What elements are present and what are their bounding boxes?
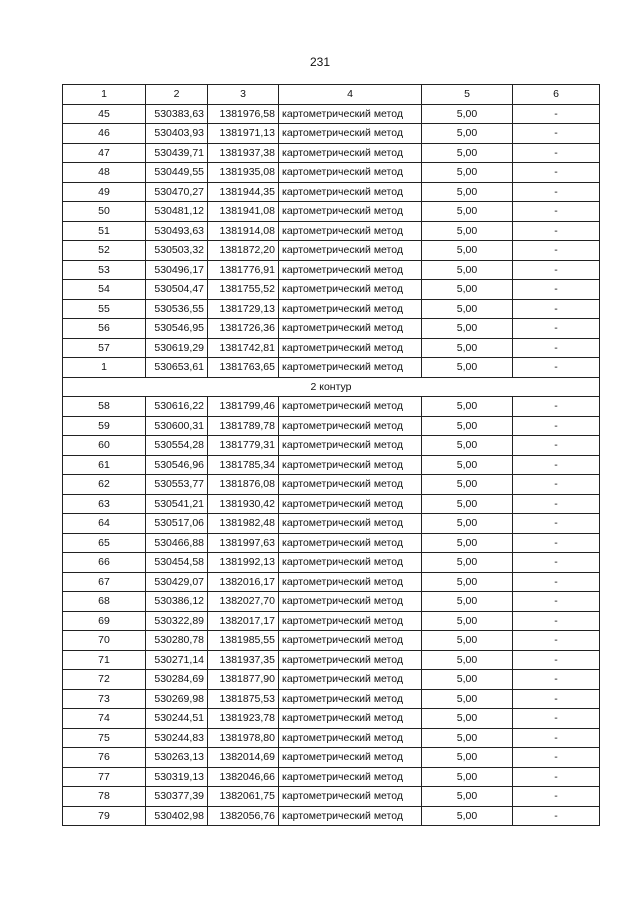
x-coordinate-cell: 530504,47 bbox=[146, 280, 208, 300]
accuracy-cell: 5,00 bbox=[422, 299, 513, 319]
table-row bbox=[63, 650, 600, 670]
method-cell: картометрический метод bbox=[279, 611, 422, 631]
method-cell: картометрический метод bbox=[279, 475, 422, 495]
description-cell: - bbox=[513, 124, 600, 144]
point-number-cell: 77 bbox=[63, 767, 146, 787]
point-number-cell: 59 bbox=[63, 416, 146, 436]
accuracy-cell: 5,00 bbox=[422, 221, 513, 241]
method-cell: картометрический метод bbox=[279, 748, 422, 768]
y-coordinate-cell: 1381877,90 bbox=[208, 670, 279, 690]
table-row bbox=[63, 143, 600, 163]
description-cell: - bbox=[513, 202, 600, 222]
point-number-cell: 69 bbox=[63, 611, 146, 631]
method-cell: картометрический метод bbox=[279, 709, 422, 729]
y-coordinate-cell: 1381985,55 bbox=[208, 631, 279, 651]
y-coordinate-cell: 1381982,48 bbox=[208, 514, 279, 534]
x-coordinate-cell: 530541,21 bbox=[146, 494, 208, 514]
description-cell: - bbox=[513, 397, 600, 417]
table-row bbox=[63, 631, 600, 651]
accuracy-cell: 5,00 bbox=[422, 806, 513, 826]
x-coordinate-cell: 530244,83 bbox=[146, 728, 208, 748]
y-coordinate-cell: 1381763,65 bbox=[208, 358, 279, 378]
description-cell: - bbox=[513, 533, 600, 553]
accuracy-cell: 5,00 bbox=[422, 436, 513, 456]
y-coordinate-cell: 1381937,38 bbox=[208, 143, 279, 163]
table-row bbox=[63, 358, 600, 378]
table-row bbox=[63, 553, 600, 573]
table-row bbox=[63, 163, 600, 183]
method-cell: картометрический метод bbox=[279, 397, 422, 417]
method-cell: картометрический метод bbox=[279, 689, 422, 709]
method-cell: картометрический метод bbox=[279, 104, 422, 124]
description-cell: - bbox=[513, 806, 600, 826]
table-row bbox=[63, 748, 600, 768]
point-number-cell: 74 bbox=[63, 709, 146, 729]
x-coordinate-cell: 530402,98 bbox=[146, 806, 208, 826]
description-cell: - bbox=[513, 182, 600, 202]
method-cell: картометрический метод bbox=[279, 553, 422, 573]
x-coordinate-cell: 530454,58 bbox=[146, 553, 208, 573]
description-cell: - bbox=[513, 494, 600, 514]
table-row bbox=[63, 572, 600, 592]
method-cell: картометрический метод bbox=[279, 670, 422, 690]
y-coordinate-cell: 1381779,31 bbox=[208, 436, 279, 456]
accuracy-cell: 5,00 bbox=[422, 143, 513, 163]
y-coordinate-cell: 1381729,13 bbox=[208, 299, 279, 319]
accuracy-cell: 5,00 bbox=[422, 280, 513, 300]
method-cell: картометрический метод bbox=[279, 182, 422, 202]
method-cell: картометрический метод bbox=[279, 806, 422, 826]
method-cell: картометрический метод bbox=[279, 494, 422, 514]
y-coordinate-cell: 1381799,46 bbox=[208, 397, 279, 417]
table-row bbox=[63, 767, 600, 787]
method-cell: картометрический метод bbox=[279, 124, 422, 144]
y-coordinate-cell: 1382056,76 bbox=[208, 806, 279, 826]
point-number-cell: 55 bbox=[63, 299, 146, 319]
table-row bbox=[63, 124, 600, 144]
description-cell: - bbox=[513, 631, 600, 651]
x-coordinate-cell: 530493,63 bbox=[146, 221, 208, 241]
point-number-cell: 48 bbox=[63, 163, 146, 183]
point-number-cell: 65 bbox=[63, 533, 146, 553]
y-coordinate-cell: 1381941,08 bbox=[208, 202, 279, 222]
accuracy-cell: 5,00 bbox=[422, 319, 513, 339]
description-cell: - bbox=[513, 592, 600, 612]
accuracy-cell: 5,00 bbox=[422, 163, 513, 183]
y-coordinate-cell: 1381923,78 bbox=[208, 709, 279, 729]
y-coordinate-cell: 1381944,35 bbox=[208, 182, 279, 202]
description-cell: - bbox=[513, 611, 600, 631]
y-coordinate-cell: 1381742,81 bbox=[208, 338, 279, 358]
accuracy-cell: 5,00 bbox=[422, 572, 513, 592]
coordinates-table bbox=[62, 84, 600, 826]
accuracy-cell: 5,00 bbox=[422, 728, 513, 748]
method-cell: картометрический метод bbox=[279, 650, 422, 670]
method-cell: картометрический метод bbox=[279, 767, 422, 787]
y-coordinate-cell: 1381930,42 bbox=[208, 494, 279, 514]
point-number-cell: 79 bbox=[63, 806, 146, 826]
x-coordinate-cell: 530403,93 bbox=[146, 124, 208, 144]
point-number-cell: 75 bbox=[63, 728, 146, 748]
column-header: 2 bbox=[146, 85, 208, 105]
description-cell: - bbox=[513, 280, 600, 300]
table-row bbox=[63, 319, 600, 339]
description-cell: - bbox=[513, 455, 600, 475]
point-number-cell: 45 bbox=[63, 104, 146, 124]
table-row bbox=[63, 202, 600, 222]
point-number-cell: 52 bbox=[63, 241, 146, 261]
point-number-cell: 57 bbox=[63, 338, 146, 358]
description-cell: - bbox=[513, 358, 600, 378]
table-row bbox=[63, 787, 600, 807]
table-row bbox=[63, 280, 600, 300]
point-number-cell: 61 bbox=[63, 455, 146, 475]
point-number-cell: 66 bbox=[63, 553, 146, 573]
x-coordinate-cell: 530439,71 bbox=[146, 143, 208, 163]
accuracy-cell: 5,00 bbox=[422, 553, 513, 573]
table-row bbox=[63, 709, 600, 729]
description-cell: - bbox=[513, 143, 600, 163]
description-cell: - bbox=[513, 670, 600, 690]
x-coordinate-cell: 530280,78 bbox=[146, 631, 208, 651]
table-row bbox=[63, 299, 600, 319]
section-row bbox=[63, 377, 600, 397]
point-number-cell: 60 bbox=[63, 436, 146, 456]
accuracy-cell: 5,00 bbox=[422, 104, 513, 124]
table-row bbox=[63, 455, 600, 475]
table-row bbox=[63, 436, 600, 456]
point-number-cell: 62 bbox=[63, 475, 146, 495]
table-row bbox=[63, 494, 600, 514]
accuracy-cell: 5,00 bbox=[422, 767, 513, 787]
y-coordinate-cell: 1381875,53 bbox=[208, 689, 279, 709]
y-coordinate-cell: 1382014,69 bbox=[208, 748, 279, 768]
point-number-cell: 71 bbox=[63, 650, 146, 670]
method-cell: картометрический метод bbox=[279, 143, 422, 163]
method-cell: картометрический метод bbox=[279, 260, 422, 280]
description-cell: - bbox=[513, 572, 600, 592]
point-number-cell: 46 bbox=[63, 124, 146, 144]
point-number-cell: 67 bbox=[63, 572, 146, 592]
x-coordinate-cell: 530319,13 bbox=[146, 767, 208, 787]
method-cell: картометрический метод bbox=[279, 787, 422, 807]
x-coordinate-cell: 530466,88 bbox=[146, 533, 208, 553]
method-cell: картометрический метод bbox=[279, 319, 422, 339]
y-coordinate-cell: 1382046,66 bbox=[208, 767, 279, 787]
y-coordinate-cell: 1381776,91 bbox=[208, 260, 279, 280]
point-number-cell: 63 bbox=[63, 494, 146, 514]
y-coordinate-cell: 1381755,52 bbox=[208, 280, 279, 300]
y-coordinate-cell: 1381872,20 bbox=[208, 241, 279, 261]
x-coordinate-cell: 530496,17 bbox=[146, 260, 208, 280]
table-row bbox=[63, 806, 600, 826]
method-cell: картометрический метод bbox=[279, 455, 422, 475]
y-coordinate-cell: 1381789,78 bbox=[208, 416, 279, 436]
column-header: 1 bbox=[63, 85, 146, 105]
section-label: 2 контур bbox=[63, 377, 600, 397]
description-cell: - bbox=[513, 748, 600, 768]
description-cell: - bbox=[513, 475, 600, 495]
accuracy-cell: 5,00 bbox=[422, 475, 513, 495]
accuracy-cell: 5,00 bbox=[422, 358, 513, 378]
table-row bbox=[63, 689, 600, 709]
accuracy-cell: 5,00 bbox=[422, 241, 513, 261]
method-cell: картометрический метод bbox=[279, 358, 422, 378]
x-coordinate-cell: 530322,89 bbox=[146, 611, 208, 631]
method-cell: картометрический метод bbox=[279, 533, 422, 553]
table-body bbox=[63, 85, 600, 826]
accuracy-cell: 5,00 bbox=[422, 611, 513, 631]
y-coordinate-cell: 1381726,36 bbox=[208, 319, 279, 339]
accuracy-cell: 5,00 bbox=[422, 592, 513, 612]
y-coordinate-cell: 1381978,80 bbox=[208, 728, 279, 748]
description-cell: - bbox=[513, 553, 600, 573]
table-row bbox=[63, 416, 600, 436]
point-number-cell: 50 bbox=[63, 202, 146, 222]
x-coordinate-cell: 530536,55 bbox=[146, 299, 208, 319]
accuracy-cell: 5,00 bbox=[422, 650, 513, 670]
description-cell: - bbox=[513, 260, 600, 280]
x-coordinate-cell: 530271,14 bbox=[146, 650, 208, 670]
column-header: 5 bbox=[422, 85, 513, 105]
table-row bbox=[63, 592, 600, 612]
table-row bbox=[63, 514, 600, 534]
point-number-cell: 54 bbox=[63, 280, 146, 300]
x-coordinate-cell: 530269,98 bbox=[146, 689, 208, 709]
accuracy-cell: 5,00 bbox=[422, 689, 513, 709]
y-coordinate-cell: 1382061,75 bbox=[208, 787, 279, 807]
method-cell: картометрический метод bbox=[279, 241, 422, 261]
column-header: 3 bbox=[208, 85, 279, 105]
accuracy-cell: 5,00 bbox=[422, 494, 513, 514]
y-coordinate-cell: 1382017,17 bbox=[208, 611, 279, 631]
accuracy-cell: 5,00 bbox=[422, 533, 513, 553]
y-coordinate-cell: 1382016,17 bbox=[208, 572, 279, 592]
x-coordinate-cell: 530554,28 bbox=[146, 436, 208, 456]
point-number-cell: 72 bbox=[63, 670, 146, 690]
x-coordinate-cell: 530600,31 bbox=[146, 416, 208, 436]
point-number-cell: 58 bbox=[63, 397, 146, 417]
accuracy-cell: 5,00 bbox=[422, 670, 513, 690]
table-row bbox=[63, 241, 600, 261]
column-header: 4 bbox=[279, 85, 422, 105]
description-cell: - bbox=[513, 163, 600, 183]
x-coordinate-cell: 530619,29 bbox=[146, 338, 208, 358]
accuracy-cell: 5,00 bbox=[422, 787, 513, 807]
table-row bbox=[63, 670, 600, 690]
method-cell: картометрический метод bbox=[279, 338, 422, 358]
y-coordinate-cell: 1381785,34 bbox=[208, 455, 279, 475]
point-number-cell: 76 bbox=[63, 748, 146, 768]
point-number-cell: 49 bbox=[63, 182, 146, 202]
method-cell: картометрический метод bbox=[279, 436, 422, 456]
x-coordinate-cell: 530503,32 bbox=[146, 241, 208, 261]
table-row bbox=[63, 104, 600, 124]
description-cell: - bbox=[513, 299, 600, 319]
table-row bbox=[63, 397, 600, 417]
method-cell: картометрический метод bbox=[279, 299, 422, 319]
x-coordinate-cell: 530244,51 bbox=[146, 709, 208, 729]
accuracy-cell: 5,00 bbox=[422, 260, 513, 280]
description-cell: - bbox=[513, 319, 600, 339]
description-cell: - bbox=[513, 338, 600, 358]
description-cell: - bbox=[513, 787, 600, 807]
point-number-cell: 70 bbox=[63, 631, 146, 651]
y-coordinate-cell: 1381971,13 bbox=[208, 124, 279, 144]
table-row bbox=[63, 260, 600, 280]
x-coordinate-cell: 530481,12 bbox=[146, 202, 208, 222]
method-cell: картометрический метод bbox=[279, 572, 422, 592]
point-number-cell: 51 bbox=[63, 221, 146, 241]
accuracy-cell: 5,00 bbox=[422, 631, 513, 651]
accuracy-cell: 5,00 bbox=[422, 514, 513, 534]
point-number-cell: 73 bbox=[63, 689, 146, 709]
method-cell: картометрический метод bbox=[279, 280, 422, 300]
description-cell: - bbox=[513, 650, 600, 670]
accuracy-cell: 5,00 bbox=[422, 124, 513, 144]
x-coordinate-cell: 530284,69 bbox=[146, 670, 208, 690]
method-cell: картометрический метод bbox=[279, 592, 422, 612]
table-header-row bbox=[63, 85, 600, 105]
y-coordinate-cell: 1381976,58 bbox=[208, 104, 279, 124]
column-header: 6 bbox=[513, 85, 600, 105]
x-coordinate-cell: 530517,06 bbox=[146, 514, 208, 534]
y-coordinate-cell: 1381997,63 bbox=[208, 533, 279, 553]
x-coordinate-cell: 530377,39 bbox=[146, 787, 208, 807]
accuracy-cell: 5,00 bbox=[422, 455, 513, 475]
x-coordinate-cell: 530383,63 bbox=[146, 104, 208, 124]
description-cell: - bbox=[513, 709, 600, 729]
method-cell: картометрический метод bbox=[279, 728, 422, 748]
method-cell: картометрический метод bbox=[279, 202, 422, 222]
x-coordinate-cell: 530546,96 bbox=[146, 455, 208, 475]
table-row bbox=[63, 475, 600, 495]
table-row bbox=[63, 728, 600, 748]
x-coordinate-cell: 530546,95 bbox=[146, 319, 208, 339]
accuracy-cell: 5,00 bbox=[422, 709, 513, 729]
description-cell: - bbox=[513, 416, 600, 436]
description-cell: - bbox=[513, 728, 600, 748]
y-coordinate-cell: 1381992,13 bbox=[208, 553, 279, 573]
x-coordinate-cell: 530429,07 bbox=[146, 572, 208, 592]
table-row bbox=[63, 338, 600, 358]
table-row bbox=[63, 221, 600, 241]
page-number: 231 bbox=[309, 55, 331, 69]
accuracy-cell: 5,00 bbox=[422, 338, 513, 358]
table-row bbox=[63, 611, 600, 631]
point-number-cell: 47 bbox=[63, 143, 146, 163]
method-cell: картометрический метод bbox=[279, 631, 422, 651]
y-coordinate-cell: 1381876,08 bbox=[208, 475, 279, 495]
description-cell: - bbox=[513, 436, 600, 456]
description-cell: - bbox=[513, 241, 600, 261]
point-number-cell: 56 bbox=[63, 319, 146, 339]
y-coordinate-cell: 1381935,08 bbox=[208, 163, 279, 183]
accuracy-cell: 5,00 bbox=[422, 416, 513, 436]
y-coordinate-cell: 1381937,35 bbox=[208, 650, 279, 670]
x-coordinate-cell: 530553,77 bbox=[146, 475, 208, 495]
x-coordinate-cell: 530386,12 bbox=[146, 592, 208, 612]
x-coordinate-cell: 530616,22 bbox=[146, 397, 208, 417]
point-number-cell: 1 bbox=[63, 358, 146, 378]
y-coordinate-cell: 1381914,08 bbox=[208, 221, 279, 241]
method-cell: картометрический метод bbox=[279, 514, 422, 534]
table-row bbox=[63, 533, 600, 553]
table-row bbox=[63, 182, 600, 202]
x-coordinate-cell: 530263,13 bbox=[146, 748, 208, 768]
method-cell: картометрический метод bbox=[279, 163, 422, 183]
accuracy-cell: 5,00 bbox=[422, 748, 513, 768]
x-coordinate-cell: 530449,55 bbox=[146, 163, 208, 183]
accuracy-cell: 5,00 bbox=[422, 202, 513, 222]
description-cell: - bbox=[513, 514, 600, 534]
x-coordinate-cell: 530653,61 bbox=[146, 358, 208, 378]
description-cell: - bbox=[513, 689, 600, 709]
point-number-cell: 68 bbox=[63, 592, 146, 612]
method-cell: картометрический метод bbox=[279, 221, 422, 241]
description-cell: - bbox=[513, 767, 600, 787]
accuracy-cell: 5,00 bbox=[422, 182, 513, 202]
y-coordinate-cell: 1382027,70 bbox=[208, 592, 279, 612]
point-number-cell: 53 bbox=[63, 260, 146, 280]
point-number-cell: 64 bbox=[63, 514, 146, 534]
accuracy-cell: 5,00 bbox=[422, 397, 513, 417]
point-number-cell: 78 bbox=[63, 787, 146, 807]
method-cell: картометрический метод bbox=[279, 416, 422, 436]
x-coordinate-cell: 530470,27 bbox=[146, 182, 208, 202]
description-cell: - bbox=[513, 221, 600, 241]
description-cell: - bbox=[513, 104, 600, 124]
